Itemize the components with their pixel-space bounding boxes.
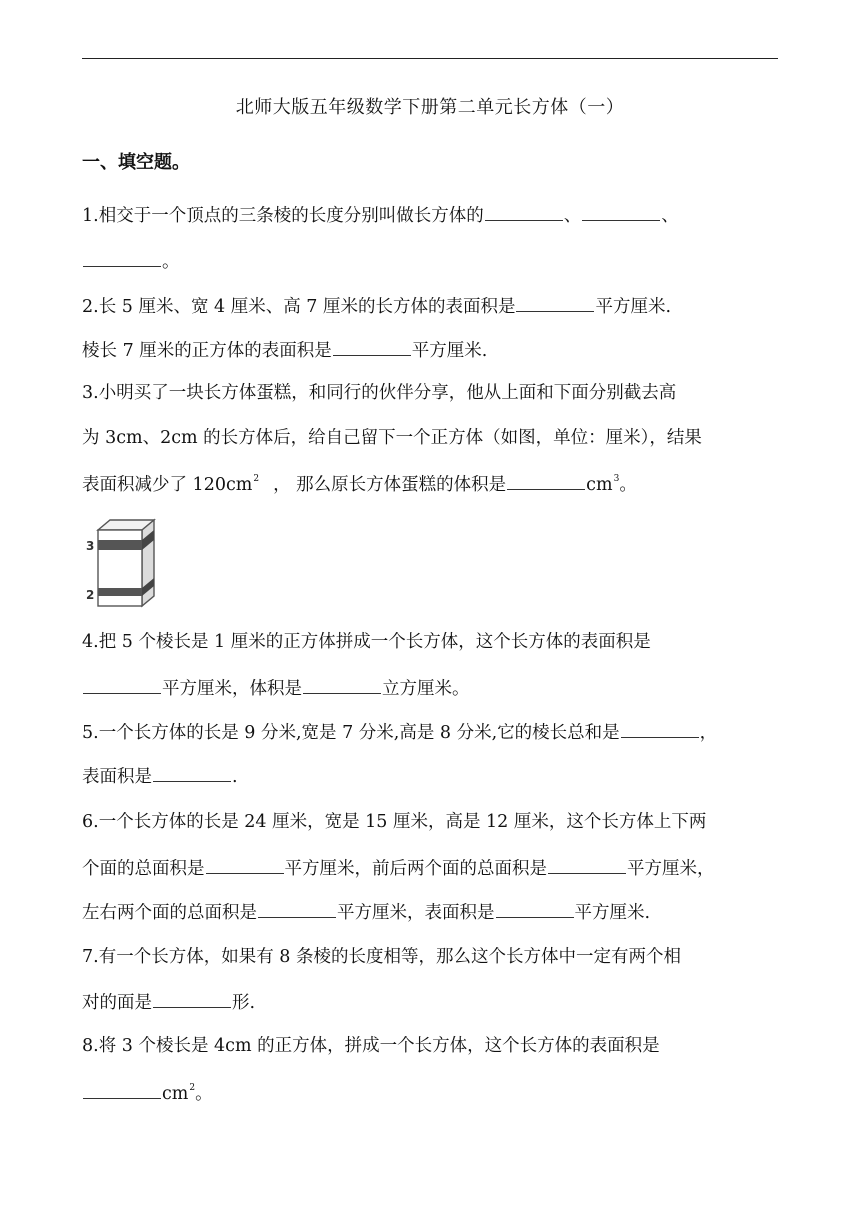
question-1-line-2 <box>82 248 782 274</box>
page-title: 北师大版五年级数学下册第二单元长方体（一） <box>235 97 625 118</box>
question-6-line-1: 6.一个长方体的长是 24 厘米，宽是 15 厘米，高是 12 厘米，这个长方体上下两 <box>82 812 707 832</box>
unit-text: 平方厘米. <box>595 297 672 317</box>
question-6-line-3 <box>82 899 782 925</box>
question-3-text-2: ， 那么原长方体蛋糕的体积是 <box>273 475 507 495</box>
question-1-text: 1.相交于一个顶点的三条棱的长度分别叫做长方体的 <box>82 206 484 226</box>
question-3-line-2: 为 3cm、2cm 的长方体后，给自己留下一个正方体（如图，单位：厘米），结果 <box>82 428 702 448</box>
unit-text: 形. <box>232 993 256 1013</box>
unit-text: 平方厘米. <box>411 341 488 361</box>
section-heading: 一、填空题。 <box>82 152 190 173</box>
superscript: 3 <box>613 474 620 484</box>
question-7-line-2 <box>82 989 782 1015</box>
question-6-text: 个面的总面积是 <box>82 859 205 879</box>
superscript: 2 <box>253 474 260 484</box>
question-7-text: 对的面是 <box>82 993 152 1013</box>
question-3-line-1: 3.小明买了一块长方体蛋糕，和同行的伙伴分享，他从上面和下面分别截去高 <box>82 383 677 403</box>
question-2-text-2: 棱长 7 厘米的正方体的表面积是 <box>82 341 332 361</box>
question-1-line-1 <box>82 202 782 228</box>
question-4-line-2 <box>82 675 782 701</box>
question-5-text-2: 表面积是 <box>82 767 152 787</box>
unit-text: cm <box>586 475 613 495</box>
answer-blank[interactable] <box>303 675 381 694</box>
answer-blank[interactable] <box>83 675 161 694</box>
question-5-line-2 <box>82 763 782 789</box>
question-2-text: 2.长 5 厘米、宽 4 厘米、高 7 厘米的长方体的表面积是 <box>82 297 516 317</box>
question-6-text-4: 平方厘米，表面积是 <box>337 903 495 923</box>
question-2-line-2 <box>82 337 782 363</box>
question-7-line-1: 7.有一个长方体，如果有 8 条棱的长度相等，那么这个长方体中一定有两个相 <box>82 947 681 967</box>
answer-blank[interactable] <box>485 202 563 221</box>
separator: 、 <box>661 206 679 226</box>
question-8-line-2 <box>82 1080 782 1106</box>
unit-text: 平方厘米， <box>627 859 715 879</box>
unit-text: 立方厘米。 <box>382 679 470 699</box>
punctuation: 。 <box>162 252 180 272</box>
figure-label-top: 3 <box>86 539 95 553</box>
answer-blank[interactable] <box>582 202 660 221</box>
answer-blank[interactable] <box>83 248 161 267</box>
answer-blank[interactable] <box>496 899 574 918</box>
question-6-text-3: 左右两个面的总面积是 <box>82 903 257 923</box>
figure-label-bottom: 2 <box>86 588 95 602</box>
question-2-line-1 <box>82 293 782 319</box>
question-4-line-1: 4.把 5 个棱长是 1 厘米的正方体拼成一个长方体，这个长方体的表面积是 <box>82 632 651 652</box>
punctuation: . <box>232 767 238 787</box>
question-4-text: 平方厘米，体积是 <box>162 679 302 699</box>
question-5-line-1 <box>82 719 782 745</box>
question-8-line-1: 8.将 3 个棱长是 4cm 的正方体，拼成一个长方体，这个长方体的表面积是 <box>82 1036 660 1056</box>
answer-blank[interactable] <box>516 293 594 312</box>
answer-blank[interactable] <box>153 763 231 782</box>
answer-blank[interactable] <box>621 719 699 738</box>
answer-blank[interactable] <box>507 471 585 490</box>
answer-blank[interactable] <box>206 855 284 874</box>
answer-blank[interactable] <box>333 337 411 356</box>
unit-text: cm <box>162 1084 189 1104</box>
question-3-text: 表面积减少了 120cm <box>82 475 253 495</box>
answer-blank[interactable] <box>153 989 231 1008</box>
separator: 、 <box>563 206 582 226</box>
question-5-text: 5.一个长方体的长是 9 分米,宽是 7 分米,高是 8 分米,它的棱长总和是 <box>82 723 620 743</box>
unit-text: 平方厘米. <box>574 903 651 923</box>
punctuation: 。 <box>619 475 637 495</box>
answer-blank[interactable] <box>258 899 336 918</box>
answer-blank[interactable] <box>83 1080 161 1099</box>
answer-blank[interactable] <box>548 855 626 874</box>
question-6-text-2: 平方厘米，前后两个面的总面积是 <box>284 859 547 879</box>
superscript: 2 <box>189 1083 196 1093</box>
punctuation: 。 <box>195 1084 213 1104</box>
question-3-line-3 <box>82 471 782 497</box>
header-rule <box>82 58 778 59</box>
cake-cuboid-figure <box>84 518 164 610</box>
punctuation: ， <box>699 723 718 743</box>
question-6-line-2 <box>82 855 782 881</box>
